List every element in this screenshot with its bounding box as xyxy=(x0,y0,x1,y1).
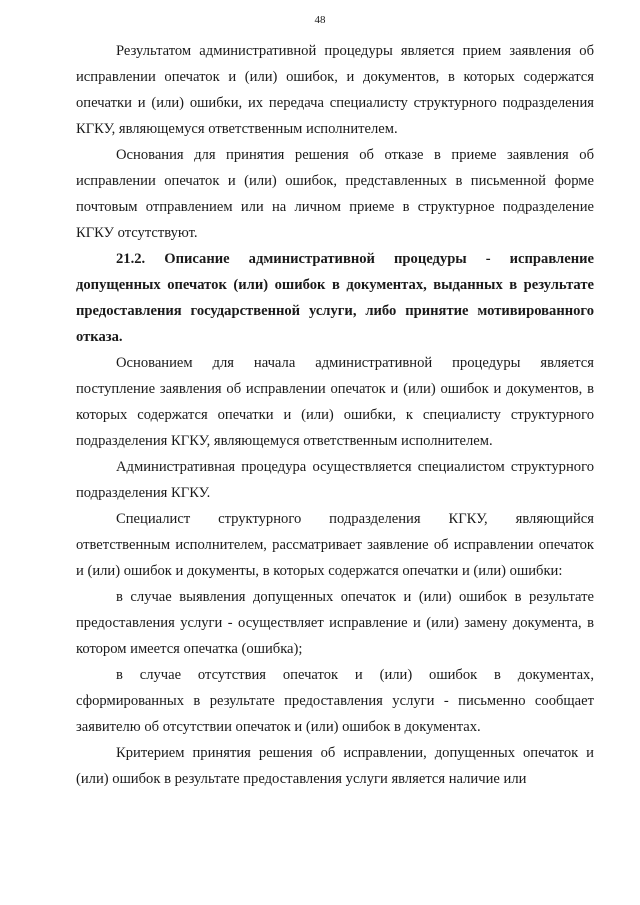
paragraph-result: Результатом административной процедуры является прием заявления об исправлении опечаток и (или) ошибок, и документов, в которых содержатся опечатки и (или) ошибки, их передача специалисту структурного подразделения КГКУ, являющемуся ответственным исполнителем. xyxy=(76,43,594,137)
paragraph-case-no-errors: в случае отсутствия опечаток и (или) ошибок в документах, сформированных в результате предоставления услуги - письменно сообщает заявителю об отсутствии опечаток и (или) ошибок в документах. xyxy=(76,667,594,735)
paragraph-criterion: Критерием принятия решения об исправлении, допущенных опечаток и (или) ошибок в результате предоставления услуги является наличие или xyxy=(76,745,594,787)
paragraph-procedure-executor: Административная процедура осуществляется специалистом структурного подразделения КГКУ. xyxy=(76,459,594,501)
page-number: 48 xyxy=(314,14,326,26)
paragraph-basis: Основанием для начала административной процедуры является поступление заявления об исправлении опечаток и (или) ошибок и документов, в которых содержатся опечатки и (или) ошибки, к специалисту структурного подразделения КГКУ, являющемуся ответственным исполнителем. xyxy=(76,355,594,449)
section-heading-21-2: 21.2. Описание административной процедуры - исправление допущенных опечаток (или) ошибок в документах, выданных в результате предоставления государственной услуги, либо принятие мотивированного отказа. xyxy=(76,251,594,345)
document-body xyxy=(76,38,594,792)
paragraph-specialist-review: Специалист структурного подразделения КГКУ, являющийся ответственным исполнителем, рассматривает заявление об исправлении опечаток и (или) ошибок и документы, в которых содержатся опечатки и (или) ошибки: xyxy=(76,511,594,579)
paragraph-refusal-grounds: Основания для принятия решения об отказе в приеме заявления об исправлении опечаток и (или) ошибок, представленных в письменной форме почтовым отправлением или на личном приеме в структурное подразделение КГКУ отсутствуют. xyxy=(76,147,594,241)
paragraph-case-errors-found: в случае выявления допущенных опечаток и (или) ошибок в результате предоставления услуги - осуществляет исправление и (или) замену документа, в котором имеется опечатка (ошибка); xyxy=(76,589,594,657)
